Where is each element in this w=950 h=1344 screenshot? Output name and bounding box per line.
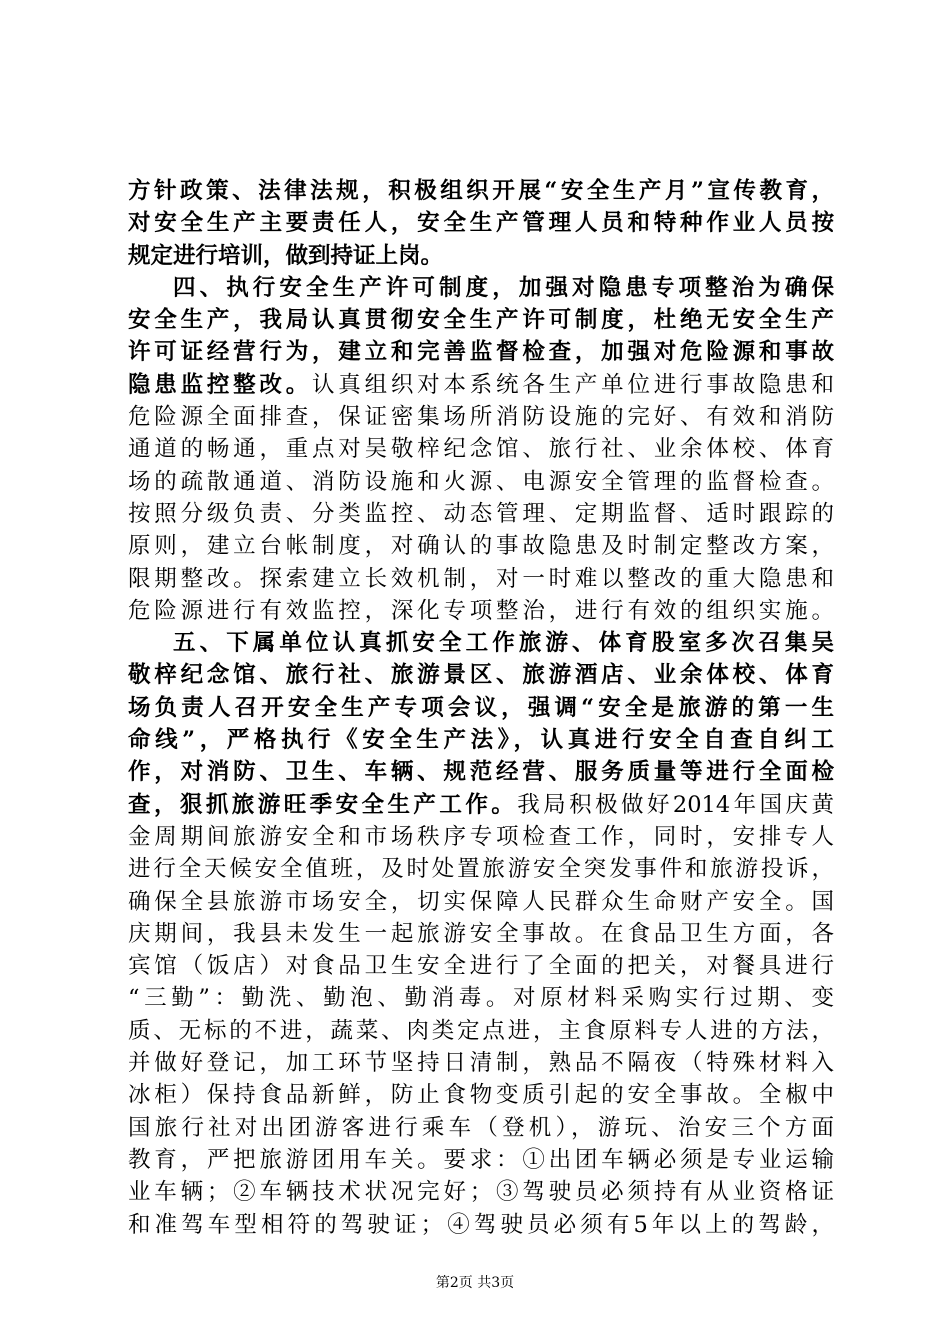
text-line xyxy=(128,175,834,207)
text-segment: 危险源进行有效监控，深化专项整治，进行有效的组织实施。 xyxy=(128,597,834,624)
text-line xyxy=(128,692,834,724)
text-line xyxy=(128,240,834,272)
text-line xyxy=(128,433,834,465)
text-line xyxy=(128,207,834,239)
text-segment: 我局积极做好2014年国庆黄 xyxy=(517,791,834,818)
text-line xyxy=(128,724,834,756)
text-segment: “三勤”：勤洗、勤泡、勤消毒。对原材料采购实行过期、变 xyxy=(128,985,834,1012)
text-line xyxy=(128,1079,834,1111)
bold-text-segment: 许可证经营行为，建立和完善监督检查，加强对危险源和事故 xyxy=(128,339,834,366)
text-segment: 确保全县旅游市场安全，切实保障人民群众生命财产安全。国 xyxy=(128,888,834,915)
bold-text-segment: 五、下属单位认真抓安全工作旅游、体育股室多次召集吴 xyxy=(173,630,834,657)
text-segment: 场的疏散通道、消防设施和火源、电源安全管理的监督检查。 xyxy=(128,468,834,495)
text-line xyxy=(128,1015,834,1047)
text-line xyxy=(128,1112,834,1144)
text-line xyxy=(128,595,834,627)
text-line xyxy=(128,369,834,401)
bold-text-segment: 四、执行安全生产许可制度，加强对隐患专项整治为确保 xyxy=(173,274,834,301)
text-line xyxy=(128,1144,834,1176)
text-line xyxy=(128,563,834,595)
bold-text-segment: 场负责人召开安全生产专项会议，强调“安全是旅游的第一生 xyxy=(128,694,834,721)
text-line xyxy=(128,950,834,982)
text-line xyxy=(128,304,834,336)
text-line xyxy=(128,1209,834,1241)
bold-text-segment: 方针政策、法律法规，积极组织开展“安全生产月”宣传教育， xyxy=(128,178,834,204)
text-line xyxy=(128,530,834,562)
text-line xyxy=(128,659,834,691)
bold-text-segment: 查，狠抓旅游旺季安全生产工作。 xyxy=(128,791,518,818)
text-segment: 并做好登记，加工环节坚持日清制，熟品不隔夜（特殊材料入 xyxy=(128,1050,834,1077)
bold-text-segment: 对安全生产主要责任人，安全生产管理人员和特种作业人员按 xyxy=(128,210,834,237)
text-segment: 国旅行社对出团游客进行乘车（登机），游玩、治安三个方面 xyxy=(128,1114,834,1141)
bold-text-segment: 作，对消防、卫生、车辆、规范经营、服务质量等进行全面检 xyxy=(128,759,834,786)
text-line xyxy=(128,756,834,788)
text-segment: 和准驾车型相符的驾驶证；④驾驶员必须有5年以上的驾龄， xyxy=(128,1211,834,1238)
text-line xyxy=(128,1047,834,1079)
text-line xyxy=(128,336,834,368)
bold-text-segment: 安全生产，我局认真贯彻安全生产许可制度，杜绝无安全生产 xyxy=(128,307,834,334)
text-line xyxy=(128,789,834,821)
text-segment: 限期整改。探索建立长效机制，对一时难以整改的重大隐患和 xyxy=(128,565,834,592)
text-segment: 通道的畅通，重点对吴敬梓纪念馆、旅行社、业余体校、体育 xyxy=(128,436,834,463)
text-segment: 业车辆；②车辆技术状况完好；③驾驶员必须持有从业资格证 xyxy=(128,1179,834,1206)
page-footer: 第2页 共3页 xyxy=(435,1275,515,1291)
bold-text-segment: 敬梓纪念馆、旅行社、旅游景区、旅游酒店、业余体校、体育 xyxy=(128,662,834,689)
document-body xyxy=(128,175,834,1241)
bold-text-segment: 隐患监控整改。 xyxy=(128,371,313,398)
bold-text-segment: 命线”，严格执行《安全生产法》，认真进行安全自查自纠工 xyxy=(128,727,834,754)
text-segment: 按照分级负责、分类监控、动态管理、定期监督、适时跟踪的 xyxy=(128,500,834,527)
text-segment: 宾馆（饭店）对食品卫生安全进行了全面的把关，对餐具进行 xyxy=(128,953,834,980)
text-segment: 原则，建立台帐制度，对确认的事故隐患及时制定整改方案， xyxy=(128,533,834,560)
text-segment: 质、无标的不进，蔬菜、肉类定点进，主食原料专人进的方法， xyxy=(128,1017,834,1044)
text-line xyxy=(128,498,834,530)
text-line xyxy=(128,466,834,498)
text-segment: 庆期间，我县未发生一起旅游安全事故。在食品卫生方面，各 xyxy=(128,920,834,947)
text-line xyxy=(128,627,834,659)
text-line xyxy=(128,886,834,918)
text-line xyxy=(128,918,834,950)
text-segment: 认真组织对本系统各生产单位进行事故隐患和 xyxy=(312,371,834,398)
text-line xyxy=(128,853,834,885)
text-segment: 进行全天候安全值班，及时处置旅游安全突发事件和旅游投诉， xyxy=(128,856,834,883)
text-segment: 金周期间旅游安全和市场秩序专项检查工作，同时，安排专人 xyxy=(128,823,834,850)
bold-text-segment: 规定进行培训，做到持证上岗。 xyxy=(128,242,444,269)
text-line xyxy=(128,401,834,433)
text-line xyxy=(128,821,834,853)
text-segment: 冰柜）保持食品新鲜，防止食物变质引起的安全事故。全椒中 xyxy=(128,1082,834,1109)
text-line xyxy=(128,1176,834,1208)
text-line xyxy=(128,272,834,304)
text-segment: 危险源全面排查，保证密集场所消防设施的完好、有效和消防 xyxy=(128,404,834,431)
text-line xyxy=(128,982,834,1014)
text-segment: 教育，严把旅游团用车关。要求：①出团车辆必须是专业运输 xyxy=(128,1146,834,1173)
